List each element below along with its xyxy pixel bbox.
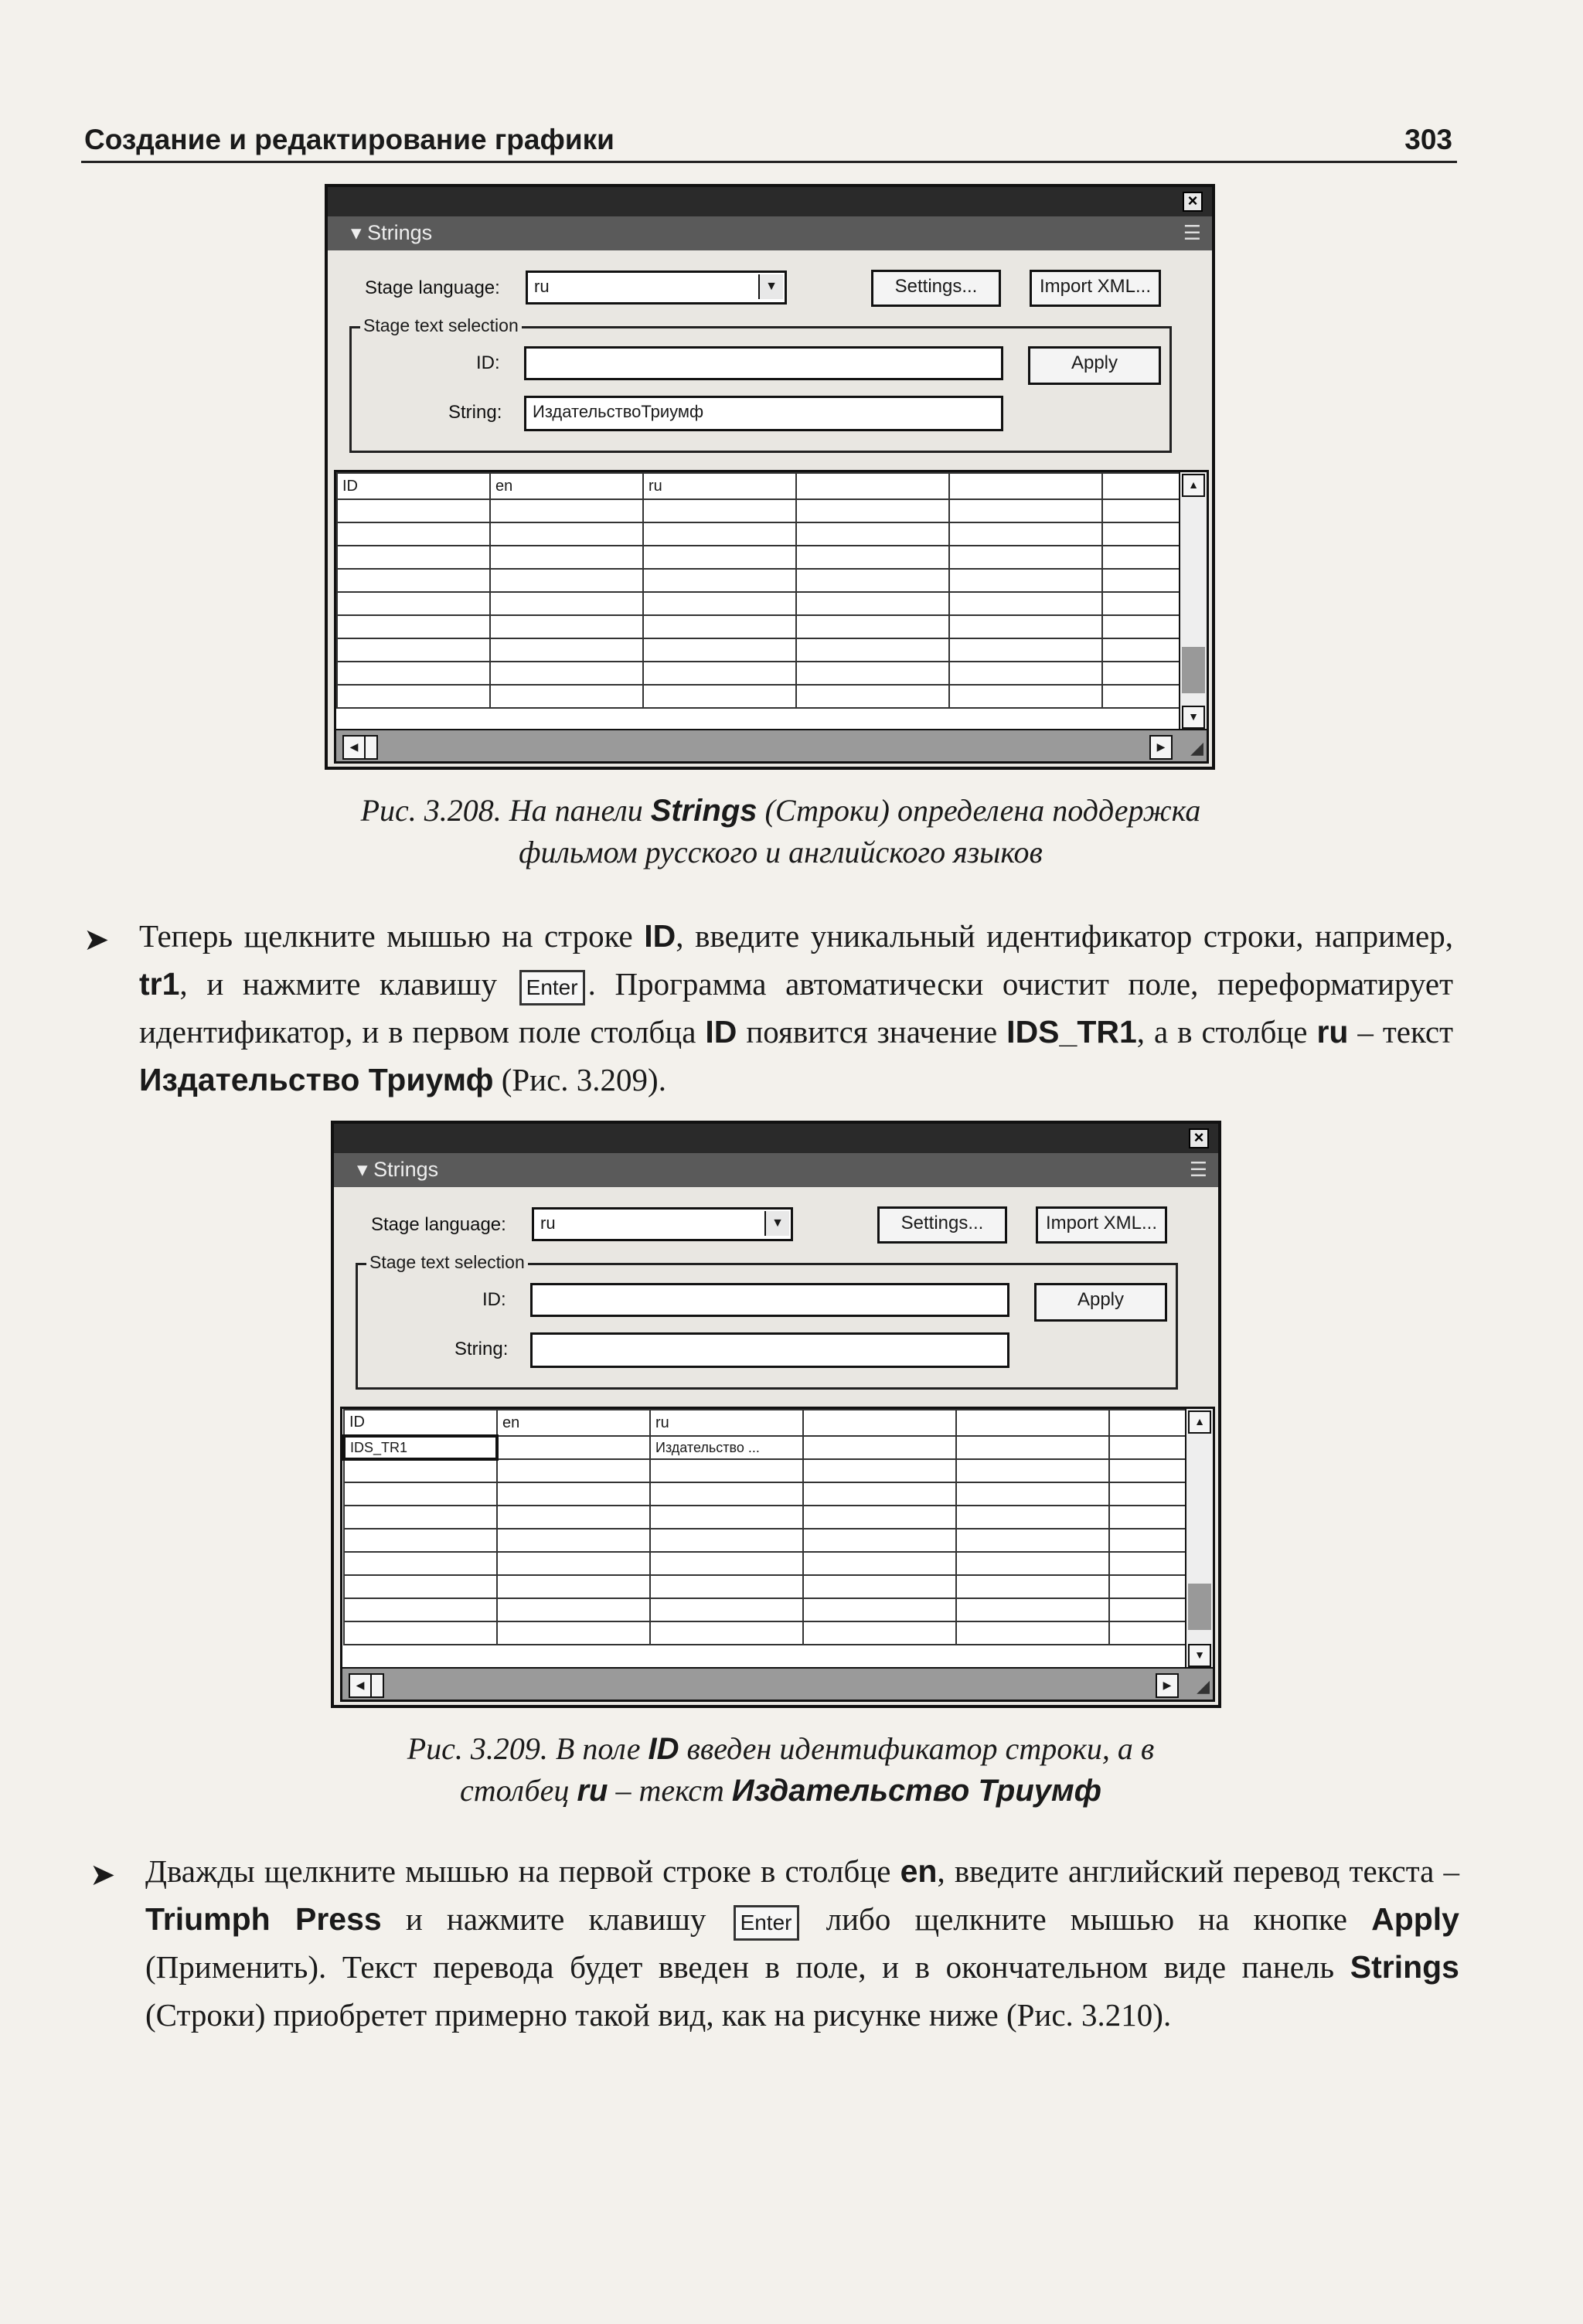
table-row[interactable]: [337, 662, 1187, 685]
column-header-en[interactable]: en: [497, 1410, 650, 1436]
caption-line-2: столбец ru – текст Издательство Триумф: [459, 1773, 1101, 1808]
group-title: Stage text selection: [366, 1252, 528, 1273]
table-row[interactable]: [344, 1482, 1194, 1506]
table-cell[interactable]: [497, 1436, 650, 1459]
strings-table: [340, 1407, 1215, 1702]
table-cell[interactable]: [1102, 499, 1187, 522]
table-row[interactable]: [344, 1506, 1194, 1529]
resize-grip-icon[interactable]: ◢: [1197, 1676, 1210, 1696]
strings-panel-fig2: [331, 1121, 1221, 1708]
caption-line-1: Рис. 3.208. На панели Strings (Строки) определена поддержка: [360, 793, 1201, 828]
table-row[interactable]: [337, 546, 1187, 569]
scroll-thumb[interactable]: [370, 1673, 384, 1698]
column-header[interactable]: [949, 473, 1102, 499]
chevron-down-icon[interactable]: ▼: [758, 274, 783, 299]
chevron-down-icon[interactable]: ▼: [764, 1211, 789, 1236]
resize-grip-icon[interactable]: ◢: [1190, 738, 1203, 757]
settings-button[interactable]: Settings...: [871, 270, 1001, 307]
scroll-up-icon[interactable]: ▲: [1188, 1410, 1211, 1434]
enter-key-icon: Enter: [519, 970, 585, 1005]
id-input[interactable]: [530, 1283, 1009, 1317]
panel-title-bar[interactable]: [328, 216, 1212, 250]
panel-title-bar[interactable]: [334, 1153, 1218, 1187]
strings-table-grid: [342, 1409, 1195, 1645]
table-cell[interactable]: [1109, 1436, 1194, 1459]
id-label: ID:: [482, 1289, 506, 1310]
close-icon[interactable]: ×: [1189, 1128, 1209, 1148]
scroll-up-icon[interactable]: ▲: [1182, 474, 1205, 497]
paragraph-2: Дважды щелкните мышью на первой строке в столбце en, введите английский перевод текста – Triumph Press и нажмите клавишу Enter либо щелкните мышью на кнопке Apply (Применить). Текст перевода будет введен в поле, и в окончательном виде панель Strings (Строки) приобретет примерно такой вид, как на рисунке ниже (Рис. 3.210).: [145, 1853, 1459, 2033]
string-input[interactable]: [530, 1332, 1009, 1368]
scroll-thumb[interactable]: [1188, 1584, 1211, 1630]
enter-key-icon: Enter: [734, 1905, 799, 1941]
table-cell[interactable]: [490, 499, 643, 522]
scroll-down-icon[interactable]: ▼: [1188, 1644, 1211, 1667]
figure-caption-3-208: [232, 790, 1329, 873]
stage-language-value: ru: [540, 1213, 556, 1233]
figure-caption-3-209: [232, 1728, 1329, 1812]
scroll-thumb[interactable]: [1182, 647, 1205, 693]
table-row[interactable]: [337, 592, 1187, 615]
column-header[interactable]: [956, 1410, 1109, 1436]
table-cell[interactable]: [643, 499, 796, 522]
scroll-down-icon[interactable]: ▼: [1182, 706, 1205, 729]
column-header[interactable]: [1102, 473, 1187, 499]
apply-button[interactable]: Apply: [1034, 1283, 1167, 1322]
scroll-thumb[interactable]: [364, 735, 378, 760]
panel-menu-icon[interactable]: ☰: [1183, 221, 1201, 244]
table-header-row: [337, 473, 1187, 499]
stage-language-select[interactable]: [532, 1207, 793, 1241]
column-header-ru[interactable]: ru: [650, 1410, 803, 1436]
table-cell-id[interactable]: IDS_TR1: [344, 1436, 497, 1459]
string-label: String:: [448, 402, 502, 423]
table-row[interactable]: [344, 1552, 1194, 1575]
apply-button[interactable]: Apply: [1028, 346, 1161, 385]
table-row[interactable]: [337, 615, 1187, 638]
strings-table-grid: [336, 472, 1188, 709]
column-header[interactable]: [796, 473, 949, 499]
page-number: 303: [1404, 124, 1452, 155]
table-row[interactable]: [344, 1598, 1194, 1621]
import-xml-button[interactable]: Import XML...: [1036, 1206, 1167, 1244]
panel-title: ▾ Strings: [351, 221, 433, 244]
stage-text-selection-group: [356, 1263, 1178, 1390]
bullet-arrow-icon: ➤: [83, 922, 110, 957]
bullet-arrow-icon: ➤: [90, 1857, 116, 1892]
scroll-left-icon[interactable]: ◀: [349, 1673, 372, 1698]
id-label: ID:: [476, 352, 500, 373]
column-header-id[interactable]: ID: [344, 1410, 497, 1436]
table-cell[interactable]: [956, 1436, 1109, 1459]
page-header: [81, 117, 1457, 163]
paragraph-1: Теперь щелкните мышью на строке ID, введите уникальный идентификатор строки, например, tr1, и нажмите клавишу Enter . Программа автоматически очистит поле, переформатирует идентификатор, и в первом поле столбца ID появится значение IDS_TR1, а в столбце ru – текст Издательство Триумф (Рис. 3.209).: [139, 918, 1453, 1097]
horizontal-scrollbar[interactable]: [342, 1667, 1213, 1700]
table-row[interactable]: [337, 499, 1187, 522]
id-input[interactable]: [524, 346, 1003, 380]
vertical-scrollbar[interactable]: [1185, 1409, 1213, 1669]
table-header-row: [344, 1410, 1194, 1436]
table-cell[interactable]: [949, 499, 1102, 522]
strings-panel-fig1: [325, 184, 1215, 770]
stage-language-value: ru: [534, 277, 550, 296]
close-icon[interactable]: ×: [1183, 192, 1203, 212]
panel-top-bar: [328, 187, 1212, 216]
stage-language-select[interactable]: [526, 271, 787, 305]
scroll-left-icon[interactable]: ◀: [342, 735, 366, 760]
column-header-id[interactable]: ID: [337, 473, 490, 499]
stage-language-label: Stage language:: [365, 277, 500, 298]
import-xml-button[interactable]: Import XML...: [1030, 270, 1161, 307]
column-header[interactable]: [803, 1410, 956, 1436]
chapter-title: Создание и редактирование графики: [84, 124, 614, 155]
vertical-scrollbar[interactable]: [1179, 472, 1207, 730]
table-row[interactable]: [337, 522, 1187, 546]
column-header[interactable]: [1109, 1410, 1194, 1436]
table-cell[interactable]: [796, 499, 949, 522]
scroll-right-icon[interactable]: ▶: [1156, 1673, 1179, 1698]
string-input[interactable]: ИздательствоТриумф: [524, 396, 1003, 431]
table-cell-ru[interactable]: Издательство ...: [650, 1436, 803, 1459]
settings-button[interactable]: Settings...: [877, 1206, 1007, 1244]
panel-top-bar: [334, 1124, 1218, 1153]
column-header-ru[interactable]: ru: [643, 473, 796, 499]
table-row[interactable]: [344, 1459, 1194, 1482]
scroll-right-icon[interactable]: ▶: [1149, 735, 1173, 760]
table-row[interactable]: [344, 1575, 1194, 1598]
table-row[interactable]: [344, 1621, 1194, 1645]
table-cell[interactable]: [337, 499, 490, 522]
table-cell[interactable]: [803, 1436, 956, 1459]
panel-menu-icon[interactable]: ☰: [1189, 1158, 1207, 1181]
panel-title: ▾ Strings: [357, 1158, 439, 1181]
column-header-en[interactable]: en: [490, 473, 643, 499]
group-title: Stage text selection: [360, 315, 522, 336]
table-row[interactable]: [337, 685, 1187, 708]
table-row[interactable]: [344, 1436, 1194, 1459]
strings-table: [334, 470, 1209, 764]
horizontal-scrollbar[interactable]: [336, 729, 1207, 761]
table-row[interactable]: [337, 638, 1187, 662]
caption-line-1: Рис. 3.209. В поле ID введен идентификатор строки, а в: [407, 1731, 1155, 1766]
stage-language-label: Stage language:: [371, 1214, 506, 1235]
table-row[interactable]: [337, 569, 1187, 592]
stage-text-selection-group: [349, 326, 1172, 453]
table-row[interactable]: [344, 1529, 1194, 1552]
string-label: String:: [454, 1339, 509, 1359]
caption-line-2: фильмом русского и английского языков: [519, 835, 1043, 869]
